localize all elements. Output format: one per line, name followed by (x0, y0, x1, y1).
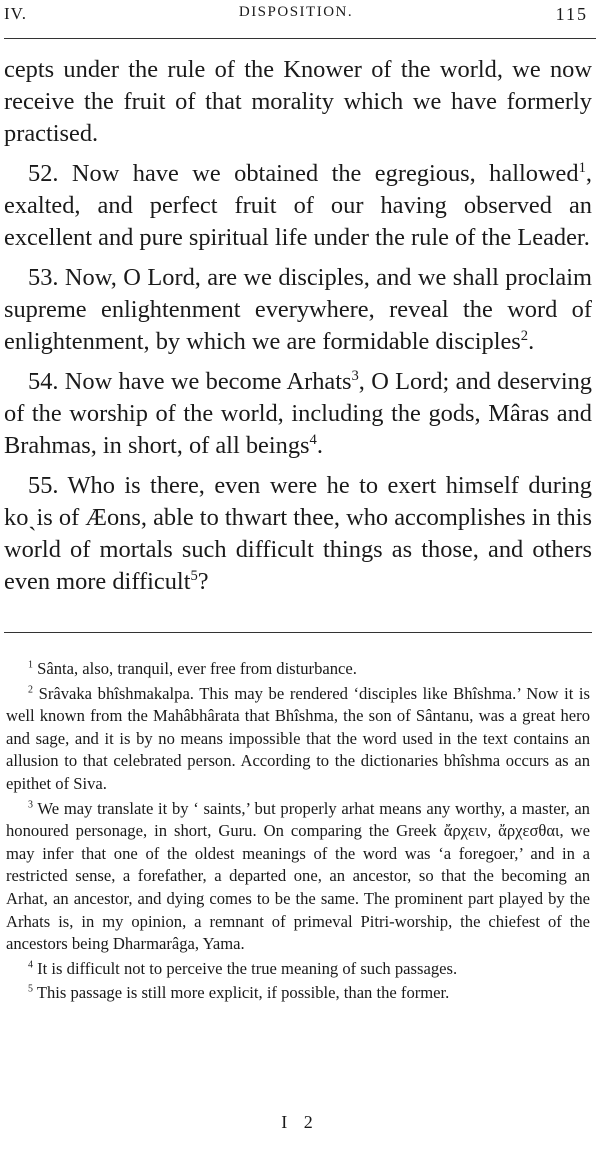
verse-54 (4, 366, 592, 462)
verse-text: . (528, 328, 535, 355)
verse-text: 54. Now have we become Arhats (28, 368, 352, 395)
verse-text: ? (197, 568, 209, 595)
paragraph-continuation (4, 54, 592, 150)
footnote-3 (6, 798, 590, 956)
running-header (4, 4, 588, 30)
footnote-ref[interactable]: 3 (351, 367, 359, 384)
footnote-text: This passage is still more explicit, if possible, than the former. (36, 983, 450, 1003)
footnote-number: 4 (28, 959, 33, 971)
footnote-ref[interactable]: 1 (578, 159, 586, 176)
footnote-5 (6, 982, 590, 1005)
verse-text: . (316, 432, 323, 459)
verse-text: , O Lord; and deserving of the worship of the world, including the gods, Mâras and Brahmas, in short, of all beings (4, 368, 592, 459)
header-rule (4, 38, 596, 39)
chapter-number: IV. (4, 4, 27, 23)
chapter-title: DISPOSITION. (238, 4, 354, 20)
footnote-text: Sânta, also, tranquil, ever free from disturbance. (37, 659, 357, 678)
verse-text: 53. Now, O Lord, are we disciples, and we shall proclaim supreme enlightenment everywhere, reveal the word of enlightenment, by which we are formidable disciples (4, 264, 592, 355)
verse-53 (4, 262, 592, 358)
footnote-number: 1 (28, 659, 33, 671)
footnote-text: It is difficult not to perceive the true meaning of such passages. (37, 958, 458, 978)
footnotes (6, 658, 590, 1007)
footnote-text: We may translate it by ‘ saints,’ but properly arhat means any worthy, a master, an honoured personage, in short, Guru. On comparing the Greek ἄρχειν, ἄρχεσθαι, we may infer that one of the oldest meanings of the word was ‘a foregoer,’ and in a restricted sense, a forefather, a departed one, an ancestor, so that the becoming an Arhat, an ancestor, and dying comes to be the same. The prominent part played by the Arhats is, in my opinion, a remnant of primeval Pitri-worship, the chiefest of the ancestors being Dharmarâga, Yama. (6, 798, 590, 954)
paragraph-text: cepts under the rule of the Knower of the world, we now receive the fruit of that morality which we have formerly practised. (4, 56, 592, 147)
signature-mark: I 2 (281, 1112, 319, 1132)
footnote-ref[interactable]: 4 (309, 431, 317, 448)
verse-52 (4, 158, 592, 254)
page-number: 115 (555, 4, 588, 24)
footnote-ref[interactable]: 5 (190, 567, 198, 584)
verse-55 (4, 470, 592, 598)
footnote-2 (6, 683, 590, 796)
footnote-ref[interactable]: 2 (520, 327, 529, 344)
footnote-4 (6, 958, 590, 981)
footnote-number: 3 (28, 799, 33, 811)
main-text (4, 54, 592, 606)
footnote-number: 5 (28, 983, 33, 995)
verse-text: 52. Now have we obtained the egregious, hallowed (28, 160, 579, 187)
verse-text: 55. Who is there, even were he to exert himself during koˏis of Æons, able to thwart thee, who accomplishes in this world of mortals such difficult things as those, and others even more difficult (4, 472, 592, 595)
footnote-rule (4, 632, 592, 633)
verse-text: , exalted, and perfect fruit of our having observed an excellent and pure spiritual life under the rule of the Leader. (4, 160, 592, 251)
footnote-text: Srâvaka bhîshmakalpa. This may be rendered ‘disciples like Bhîshma.’ Now it is well known from the Mahâbhârata that Bhîshma, the son of Sântanu, was a great hero and sage, and it is by no means impossible that the word used in the text contains an allusion to that celebrated person. According to the dictionaries bhîshma occurs as an epithet of Siva. (6, 683, 590, 793)
footnote-1 (6, 658, 590, 681)
footnote-number: 2 (28, 684, 33, 696)
